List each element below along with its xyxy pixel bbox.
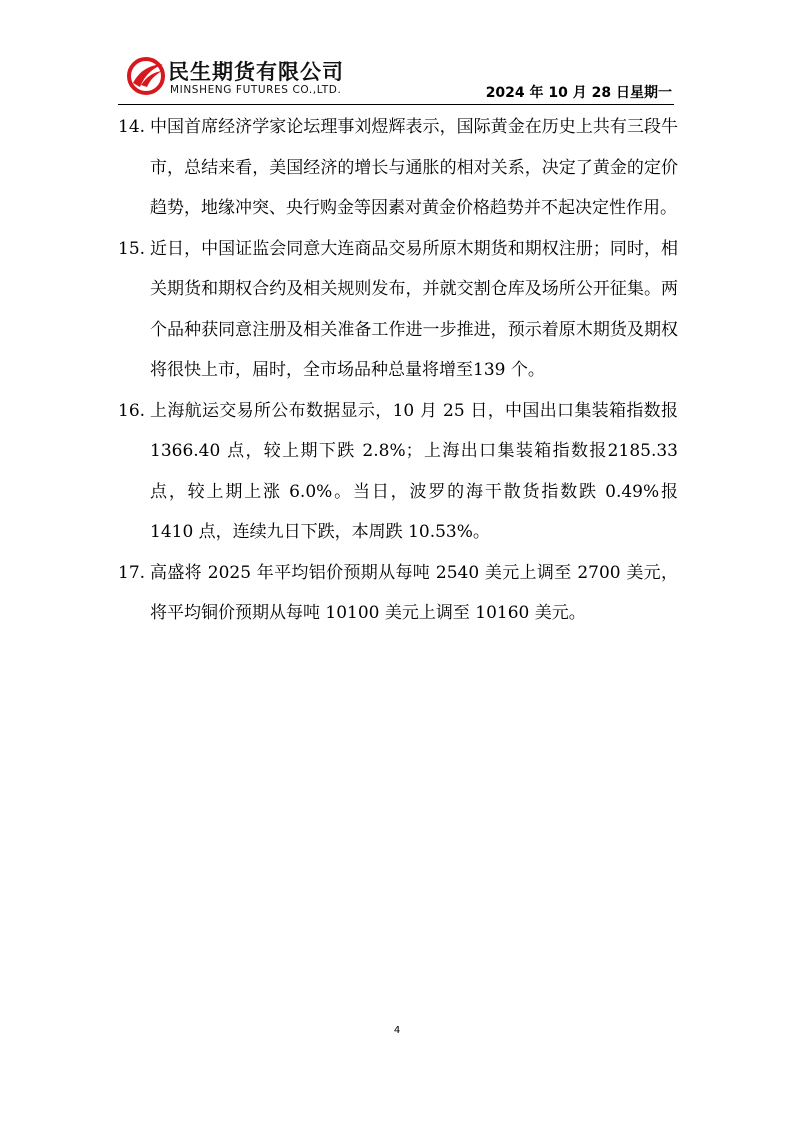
news-list	[118, 107, 678, 634]
header-divider	[118, 104, 674, 105]
list-item	[118, 553, 678, 634]
company-name-cn: 民生期货有限公司	[168, 60, 344, 84]
minsheng-logo-icon	[126, 56, 166, 96]
item-number: 15.	[118, 238, 146, 259]
list-item	[118, 107, 678, 229]
item-number: 16.	[118, 400, 146, 421]
item-text: 上海航运交易所公布数据显示，10 月 25 日，中国出口集装箱指数报 1366.40 点，较上期下跌 2.8%；上海出口集装箱指数报2185.33 点，较上期上涨 6.0%。当日，波罗的海干散货指数跌 0.49%报 1410 点，连续九日下跌，本周跌 10.53%。	[150, 400, 678, 542]
company-name-en: MINSHENG FUTURES CO.,LTD.	[170, 84, 342, 96]
page-header	[118, 52, 674, 104]
page-number: 4	[393, 1025, 401, 1036]
list-item	[118, 391, 678, 553]
item-text: 高盛将 2025 年平均铝价预期从每吨 2540 美元上调至 2700 美元，将平均铜价预期从每吨 10100 美元上调至 10160 美元。	[150, 562, 678, 623]
report-date: 2024 年 10 月 28 日星期一	[485, 85, 672, 101]
item-text: 中国首席经济学家论坛理事刘煜辉表示，国际黄金在历史上共有三段牛市，总结来看，美国经济的增长与通胀的相对关系，决定了黄金的定价趋势，地缘冲突、央行购金等因素对黄金价格趋势并不起决定性作用。	[150, 117, 678, 218]
item-number: 17.	[118, 562, 146, 583]
item-text: 近日，中国证监会同意大连商品交易所原木期货和期权注册；同时，相关期货和期权合约及相关规则发布，并就交割仓库及场所公开征集。两个品种获同意注册及相关准备工作进一步推进，预示着原木期货及期权将很快上市，届时，全市场品种总量将增至139 个。	[150, 238, 678, 380]
list-item	[118, 229, 678, 391]
item-number: 14.	[118, 117, 146, 137]
